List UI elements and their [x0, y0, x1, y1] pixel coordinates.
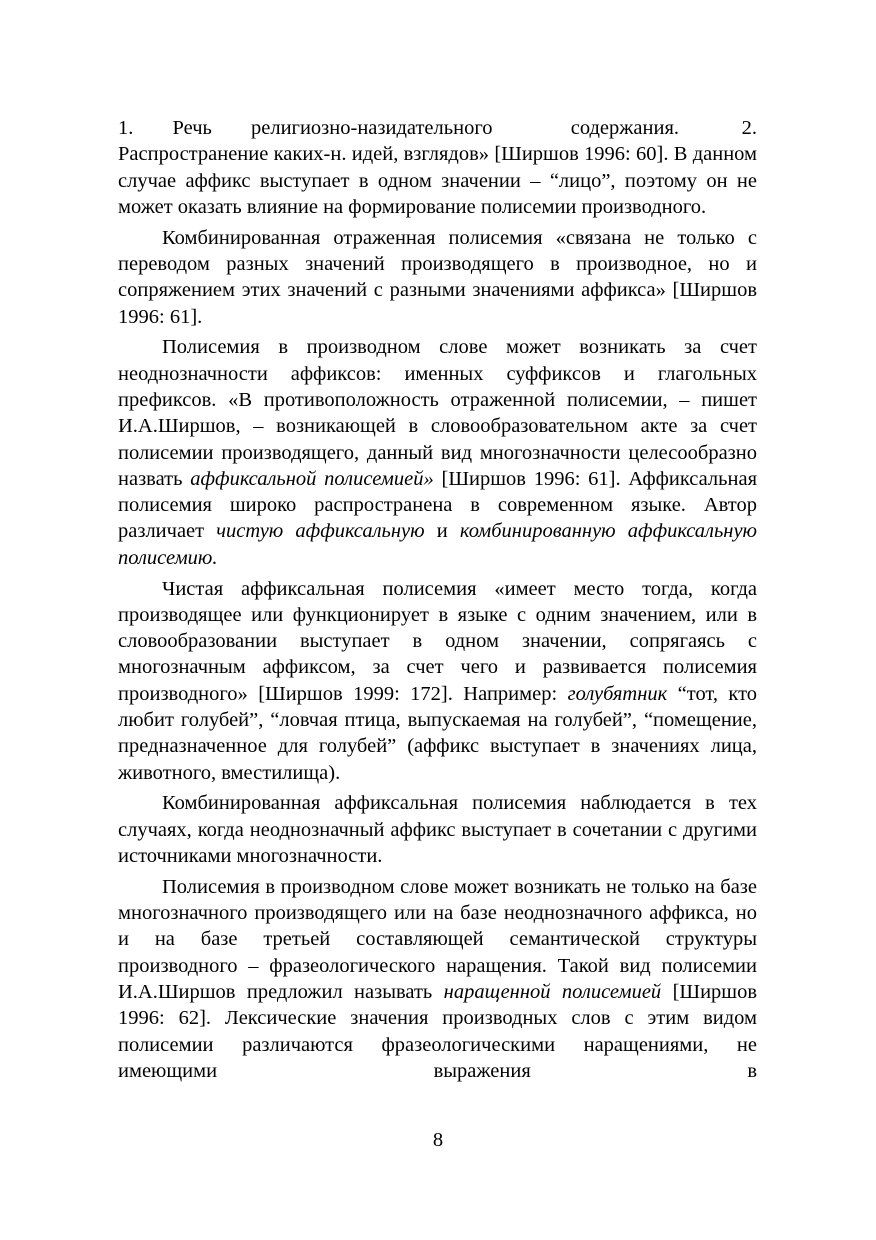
- paragraph-3-italic-term-c: комбинированную аффиксальную полисемию.: [118, 520, 758, 569]
- paragraph-2: [118, 225, 757, 330]
- paragraph-6-italic-term: наращенной полисемией: [443, 981, 662, 1003]
- paragraph-4-text-b: “тот, кто любит голубей”, “ловчая птица, выпускаемая на голубей”, “помещение, предназначенное для голубей” (аффикс выступает в значениях лица, животного, вместилища).: [118, 682, 758, 784]
- paragraph-6: [118, 874, 757, 1084]
- paragraph-4: [118, 576, 757, 786]
- paragraph-3-text-b: [Ширшов 1996: 61]. Аффиксальная полисемия широко распространена в современном языке. Автор различает: [118, 467, 758, 543]
- document-body: [118, 115, 757, 1089]
- paragraph-1: [118, 115, 757, 220]
- paragraph-4-italic-example: голубятник: [567, 682, 668, 705]
- paragraph-6-text-a: Полисемия в производном слове может возникать не только на базе многозначного производящего или на базе неоднозначного аффикса, но и на базе третьей составляющей семантической структуры производного – фразеологического наращения. Такой вид полисемии И.А.Ширшов предложил называть: [118, 875, 757, 1003]
- paragraph-6-text-b: [Ширшов 1996: 62]. Лексические значения производных слов с этим видом полисемии различаются фразеологическими наращениями, не имеющими выражения в: [118, 981, 758, 1082]
- page-number: 8: [432, 1129, 444, 1151]
- paragraph-1-text: 1. Речь религиозно-назидательного содержания. 2. Распространение каких-н. идей, взглядов» [Ширшов 1996: 60]. В данном случае аффикс выступает в одном значении – “лицо”, поэтому он не может оказать влияние на формирование полисемии производного.: [118, 117, 757, 218]
- paragraph-3-text-a: Полисемия в производном слове может возникать за счет неоднозначности аффиксов: именных суффиксов и глагольных префиксов. «В противоположность отраженной полисемии, – пишет И.А.Ширшов, – возникающей в словообразовательном акте за счет полисемии производящего, данный вид многозначности целесообразно назвать: [118, 336, 757, 490]
- paragraph-3-text-c: и: [424, 520, 460, 543]
- paragraph-3-italic-term-b: чистую аффиксальную: [216, 520, 425, 543]
- paragraph-5-text: Комбинированная аффиксальная полисемия наблюдается в тех случаях, когда неоднозначный аффикс выступает в сочетании с другими источниками многозначности.: [118, 792, 757, 868]
- paragraph-5: [118, 790, 757, 869]
- paragraph-3-italic-term-a: аффиксальной полисемией»: [190, 467, 434, 490]
- paragraph-3: [118, 334, 757, 571]
- paragraph-4-text-a: Чистая аффиксальная полисемия «имеет место тогда, когда производящее или функционирует в языке с одним значением, или в словообразовании выступает в одном значении, сопрягаясь с многозначным аффиксом, за счет чего и развивается полисемия производного» [Ширшов 1999: 172]. Например:: [118, 577, 757, 705]
- paragraph-2-text: Комбинированная отраженная полисемия «связана не только с переводом разных значений производящего в производное, но и сопряжением этих значений с разными значениями аффикса» [Ширшов 1996: 61].: [118, 226, 757, 328]
